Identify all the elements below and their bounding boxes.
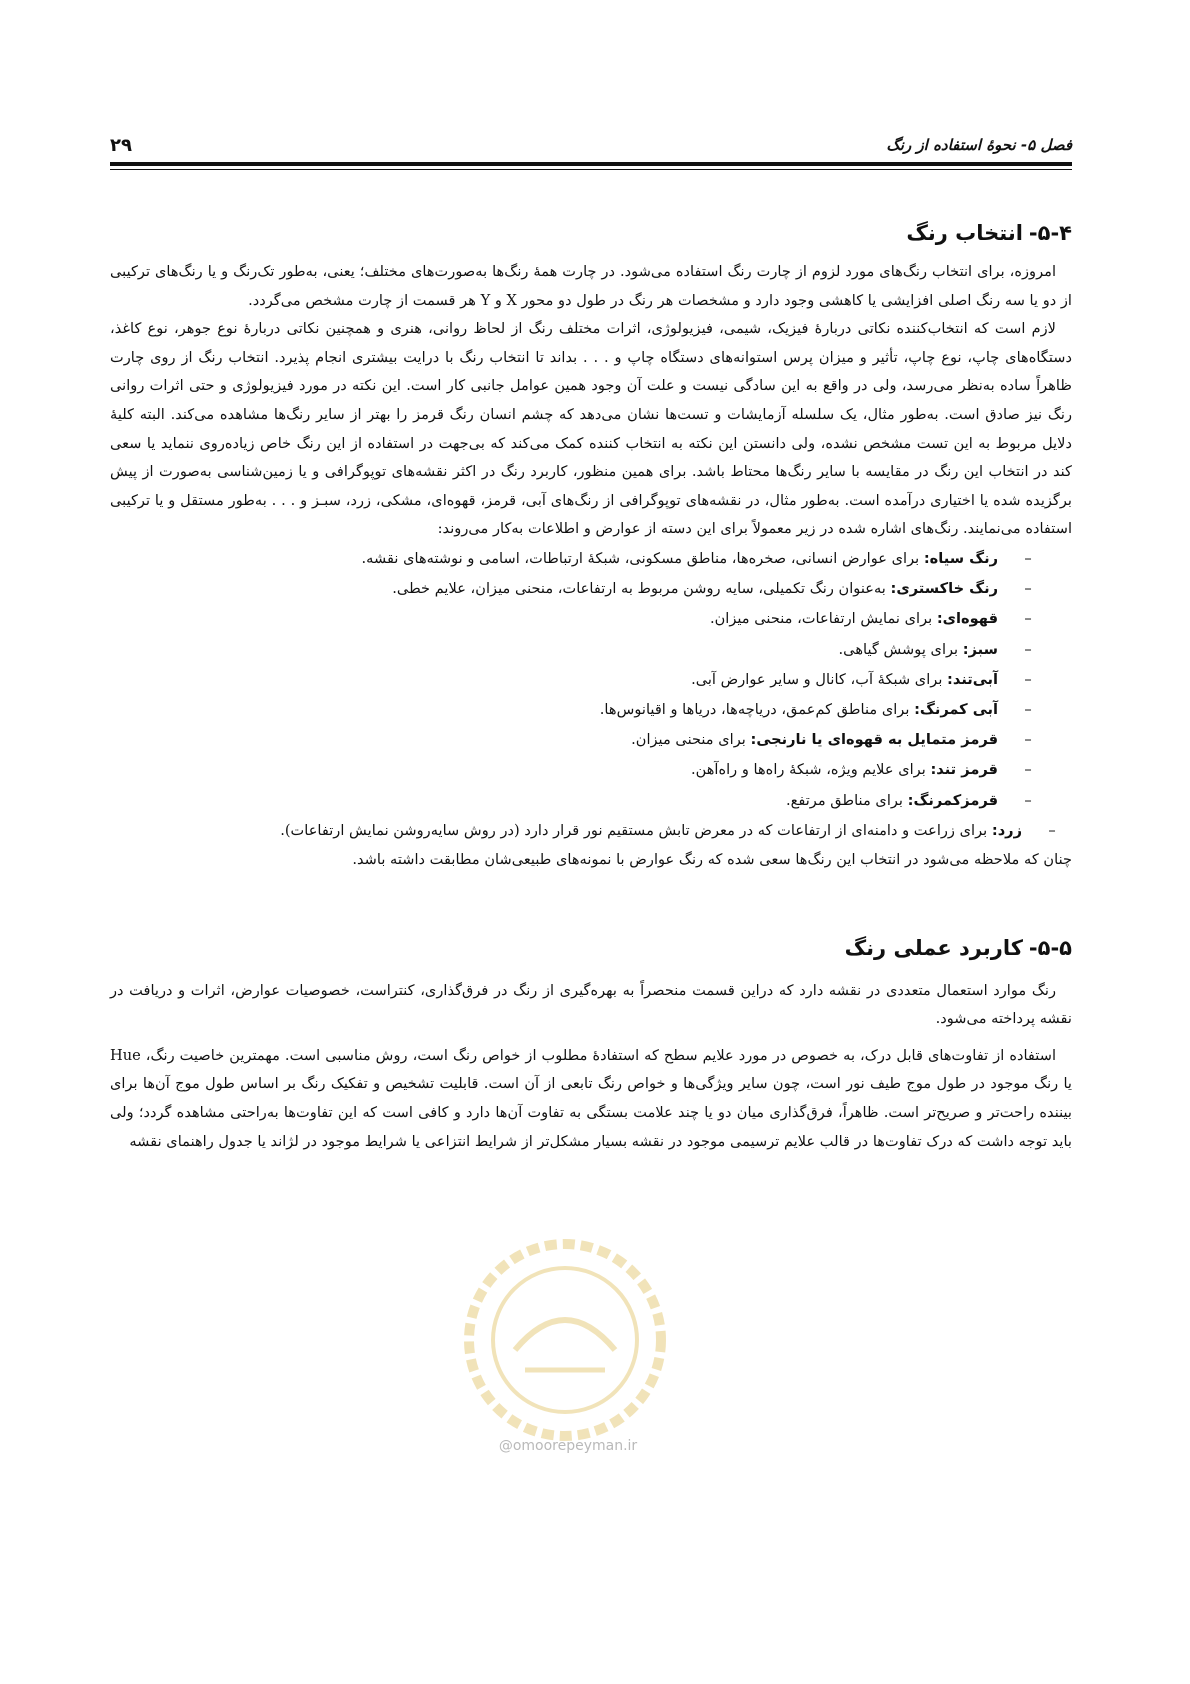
list-term: قرمزکمرنگ: [907, 791, 998, 809]
list-term: رنگ سیاه: [923, 549, 998, 567]
paragraph: رنگ موارد استعمال متعددی در نقشه دارد که دراین قسمت منحصراً به بهره‌گیری از رنگ در فرق‌گذاری، کنتراست، خصوصیات عوارض، اثرات و دریافت در نقشه پرداخته می‌شود. [110, 981, 1072, 1028]
header-rule [110, 162, 1072, 166]
paragraph-gap [110, 1034, 1072, 1042]
list-term: قرمز تند: [930, 761, 998, 779]
list-item [110, 665, 1048, 695]
list-item [110, 574, 1048, 604]
list-desc: برای پوشش گیاهی. [838, 640, 963, 658]
watermark-logo [455, 1230, 675, 1450]
dash-bullet: – [1024, 580, 1032, 598]
list-desc: برای مناطق کم‌عمق، دریاچه‌ها، دریاها و اقیانوس‌ها. [599, 700, 915, 718]
section-number: ۵-۴- [1028, 221, 1072, 245]
list-term: زرد: [991, 821, 1022, 839]
chapter-title: فصل ۵- نحوهٔ استفاده از رنگ [886, 136, 1072, 154]
list-item [110, 635, 1048, 665]
dash-bullet: – [1048, 821, 1056, 839]
closing-paragraph: چنان که ملاحظه می‌شود در انتخاب این رنگ‌ها سعی شده که رنگ عوارض با نمونه‌های طبیعی‌شان مطابقت داشته باشد. [352, 850, 1072, 868]
list-desc: برای عوارض انسانی، صخره‌ها، مناطق مسکونی، شبکهٔ ارتباطات، اسامی و نوشته‌های نقشه. [361, 549, 924, 567]
dash-bullet: – [1024, 731, 1032, 749]
dash-bullet: – [1024, 640, 1032, 658]
section-heading [110, 933, 1072, 963]
list-desc: به‌عنوان رنگ تکمیلی، سایه روشن مربوط به ارتفاعات، منحنی میزان، علایم خطی. [392, 580, 891, 598]
list-desc: برای علایم ویژه، شبکهٔ راه‌ها و راه‌آهن. [690, 761, 931, 779]
list-item [110, 604, 1048, 634]
section-title: انتخاب رنگ [906, 221, 1023, 245]
section-practical-use [110, 933, 1072, 1157]
dash-bullet: – [1024, 700, 1032, 718]
list-term: سبز: [962, 640, 998, 658]
dash-bullet: – [1024, 549, 1032, 567]
paragraph: استفاده از تفاوت‌های قابل درک، به خصوص در مورد علایم سطح که استفادهٔ مطلوب از خواص رنگ است، روش مناسبی است. مهمترین خاصیت رنگ، Hue یا رنگ موجود در طول موج طیف نور است، چون سایر ویژگی‌ها و خواص رنگ تابعی از آن است. قابلیت تشخیص و تفکیک رنگ بر اساس طول موج آن‌ها برای بیننده راحت‌تر و صریح‌تر است. ظاهراً، فرق‌گذاری میان دو یا چند علامت بستگی به تفاوت آن‌ها دارد و کافی است که این تفاوت‌ها به‌راحتی مشاهده گردد؛ ولی باید توجه داشت که درک تفاوت‌ها در قالب علایم ترسیمی موجود در نقشه بسیار مشکل‌تر از شرایط انتزاعی یا شرایط موجود در لژاند یا جدول راهنمای نقشه [110, 1046, 1072, 1150]
paragraph: لازم است که انتخاب‌کننده نکاتی دربارهٔ فیزیک، شیمی، فیزیولوژی، اثرات مختلف رنگ از لحاظ روانی، هنری و همچنین نکاتی دربارهٔ نوع جوهر، نوع کاغذ، دستگاه‌های چاپ، نوع چاپ، تأثیر و میزان پرس استوانه‌های دستگاه چاپ و . . . بداند تا انتخاب رنگ با درایت بیشتری انجام پذیرد. انتخاب رنگ از روی چارت ظاهراً ساده به‌نظر می‌رسد، ولی در واقع به این سادگی نیست و علت آن وجود همین عوامل جانبی کار است. این نکته در مورد فیزیولوژی و حتی اثرات روانی رنگ نیز صادق است. به‌طور مثال، یک سلسله آزمایشات و تست‌ها نشان می‌دهد که چشم انسان رنگ قرمز را بهتر از سایر رنگ‌ها مشاهده می‌کند. البته کلیهٔ دلایل مربوط به این تست مشخص نشده، ولی دانستن این نکته به انتخاب کننده کمک می‌کند که بی‌جهت در استفاده از این رنگ خاص زیاده‌روی ننماید یا سعی کند در انتخاب این رنگ در مقایسه با سایر رنگ‌ها محتاط باشد. برای همین منظور، کاربرد رنگ در اکثر نقشه‌های توپوگرافی و یا زمین‌شناسی به‌صورت از پیش برگزیده شده یا اختیاری درآمده است. به‌طور مثال، در نقشه‌های توپوگرافی از رنگ‌های آبی، قرمز، قهوه‌ای، مشکی، زرد، سبـز و . . . به‌طور مستقل و یا ترکیبی استفاده می‌نمایند. رنگ‌های اشاره شده در زیر معمولاً برای این دسته از عوارض و اطلاعات به‌کار می‌روند: [110, 320, 1072, 538]
section-heading [110, 218, 1072, 248]
list-item [110, 816, 1072, 846]
color-usage-list [110, 544, 1072, 846]
body-content [110, 218, 1072, 1156]
list-item [110, 755, 1048, 785]
section-color-selection [110, 218, 1072, 875]
list-desc: برای منحنی میزان. [631, 731, 751, 749]
dash-bullet: – [1024, 670, 1032, 688]
running-header [110, 128, 1072, 162]
list-term: رنگ خاکستری: [890, 580, 998, 598]
list-desc: برای زراعت و دامنه‌ای از ارتفاعات که در معرض تابش مستقیم نور قرار دارد (در روش سایه‌روشن نمایش ارتفاعات). [280, 821, 992, 839]
header-rule-thin [110, 169, 1072, 170]
list-item [110, 786, 1048, 816]
list-term: آبی کمرنگ: [914, 700, 998, 718]
section-number: ۵-۵- [1028, 935, 1072, 960]
list-term: قهوه‌ای: [936, 610, 998, 628]
list-item [110, 725, 1048, 755]
list-desc: برای شبکهٔ آب، کانال و سایر عوارض آبی. [691, 670, 948, 688]
page-number: ۲۹ [110, 134, 132, 156]
list-term: قرمز متمایل به قهوه‌ای یا نارنجی: [750, 731, 998, 749]
list-desc: برای نمایش ارتفاعات، منحنی میزان. [709, 610, 937, 628]
watermark-url: @omoorepeyman.ir [498, 1438, 638, 1454]
dash-bullet: – [1024, 791, 1032, 809]
section-title: کاربرد عملی رنگ [844, 935, 1023, 960]
dash-bullet: – [1024, 610, 1032, 628]
list-item [110, 695, 1048, 725]
dash-bullet: – [1024, 761, 1032, 779]
list-term: آبی‌تند: [947, 670, 998, 688]
list-item [110, 544, 1048, 574]
paragraph: امروزه، برای انتخاب رنگ‌های مورد لزوم از چارت رنگ استفاده می‌شود. در چارت همهٔ رنگ‌ها به‌صورت‌های مختلف؛ یعنی، به‌طور تک‌رنگ و یا رنگ‌های ترکیبی از دو یا سه رنگ اصلی افزایشی یا کاهشی وجود دارد و مشخصات هر رنگ در طول دو محور X و Y هر قسمت از چارت مشخص می‌گردد. [110, 263, 1072, 309]
list-desc: برای مناطق مرتفع. [785, 791, 908, 809]
